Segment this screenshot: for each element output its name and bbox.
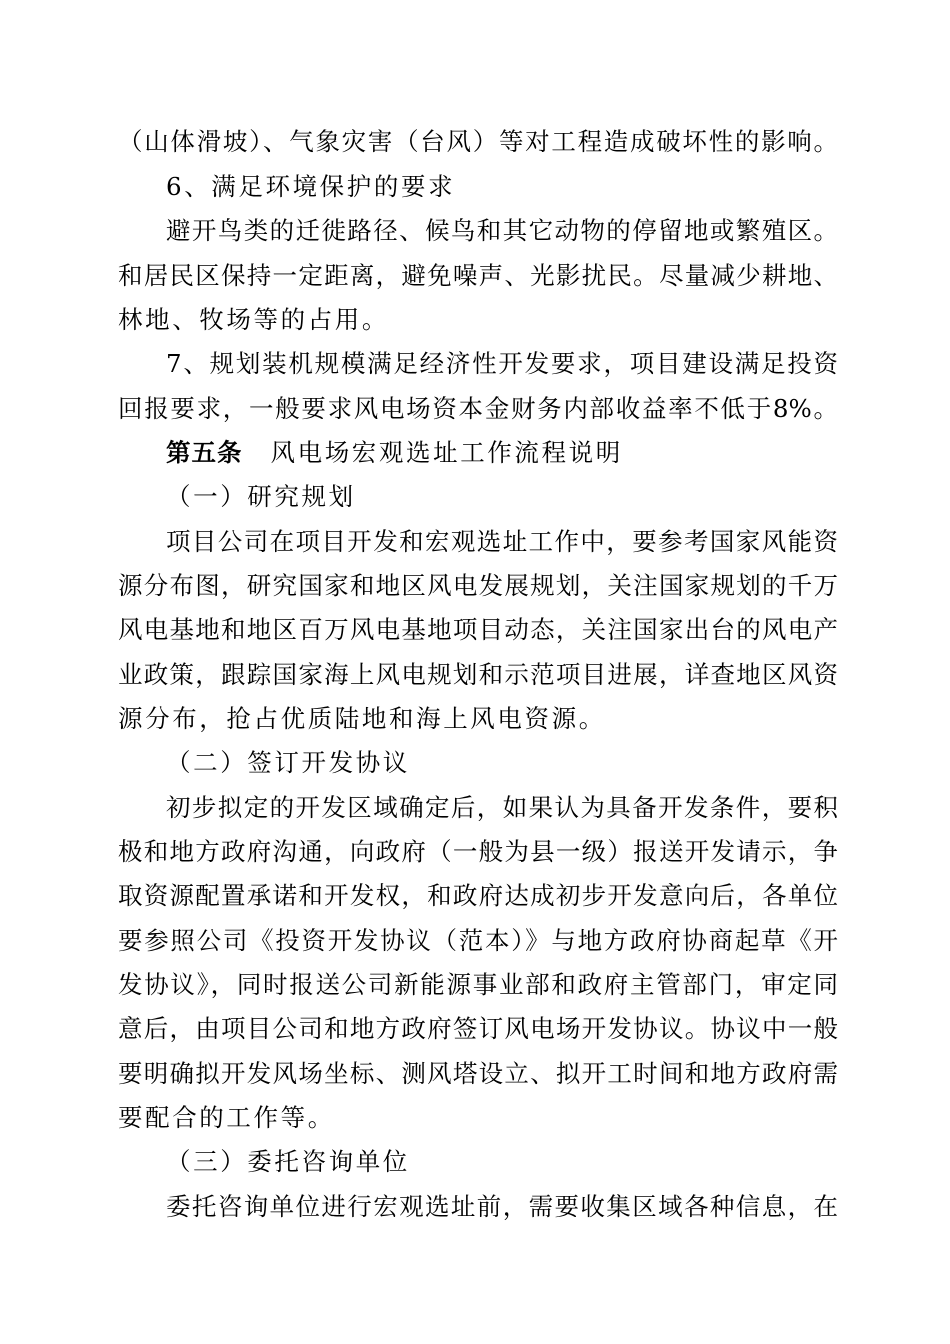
article-title: 风电场宏观选址工作流程说明 [270, 438, 623, 467]
article-heading [166, 435, 838, 471]
paragraph-line: 极和地方政府沟通，向政府（一般为县一级）报送开发请示，争 [118, 837, 838, 866]
paragraph-line: 意后，由项目公司和地方政府签订风电场开发协议。协议中一般 [118, 1014, 838, 1043]
paragraph-line: 风电基地和地区百万风电基地项目动态，关注国家出台的风电产 [118, 615, 838, 644]
paragraph-line: 项目公司在项目开发和宏观选址工作中，要参考国家风能资 [166, 527, 838, 556]
paragraph-line: 要明确拟开发风场坐标、测风塔设立、拟开工时间和地方政府需 [118, 1059, 838, 1088]
paragraph-line: （山体滑坡）、气象灾害（台风）等对工程造成破坏性的影响。 [118, 127, 838, 156]
paragraph-line: 避开鸟类的迁徙路径、候鸟和其它动物的停留地或繁殖区。 [166, 216, 838, 245]
paragraph-line: 取资源配置承诺和开发权，和政府达成初步开发意向后，各单位 [118, 881, 838, 910]
subsection-heading: （一）研究规划 [166, 482, 356, 511]
subsection-heading: （三）委托咨询单位 [166, 1147, 410, 1176]
paragraph-line: 业政策，跟踪国家海上风电规划和示范项目进展，详查地区风资 [118, 660, 838, 689]
paragraph-line: 回报要求，一般要求风电场资本金财务内部收益率不低于8%。 [118, 394, 838, 423]
paragraph-line: 初步拟定的开发区域确定后，如果认为具备开发条件，要积 [166, 793, 838, 822]
paragraph-line: 7、规划装机规模满足经济性开发要求，项目建设满足投资 [166, 349, 838, 378]
paragraph-line: 源分布，抢占优质陆地和海上风电资源。 [118, 704, 606, 733]
subsection-heading: （二）签订开发协议 [166, 748, 410, 777]
paragraph-line: 源分布图，研究国家和地区风电发展规划，关注国家规划的千万 [118, 571, 838, 600]
paragraph-line: 发协议》，同时报送公司新能源事业部和政府主管部门，审定同 [118, 970, 838, 999]
article-number: 第五条 [166, 438, 243, 467]
paragraph-line: 和居民区保持一定距离，避免噪声、光影扰民。尽量减少耕地、 [118, 261, 838, 290]
section-heading: 6、满足环境保护的要求 [166, 172, 456, 201]
paragraph-line: 委托咨询单位进行宏观选址前，需要收集区域各种信息，在 [166, 1192, 838, 1221]
paragraph-line: 林地、牧场等的占用。 [118, 305, 389, 334]
paragraph-line: 要参照公司《投资开发协议（范本）》与地方政府协商起草《开 [118, 926, 838, 955]
paragraph-line: 要配合的工作等。 [118, 1103, 335, 1132]
